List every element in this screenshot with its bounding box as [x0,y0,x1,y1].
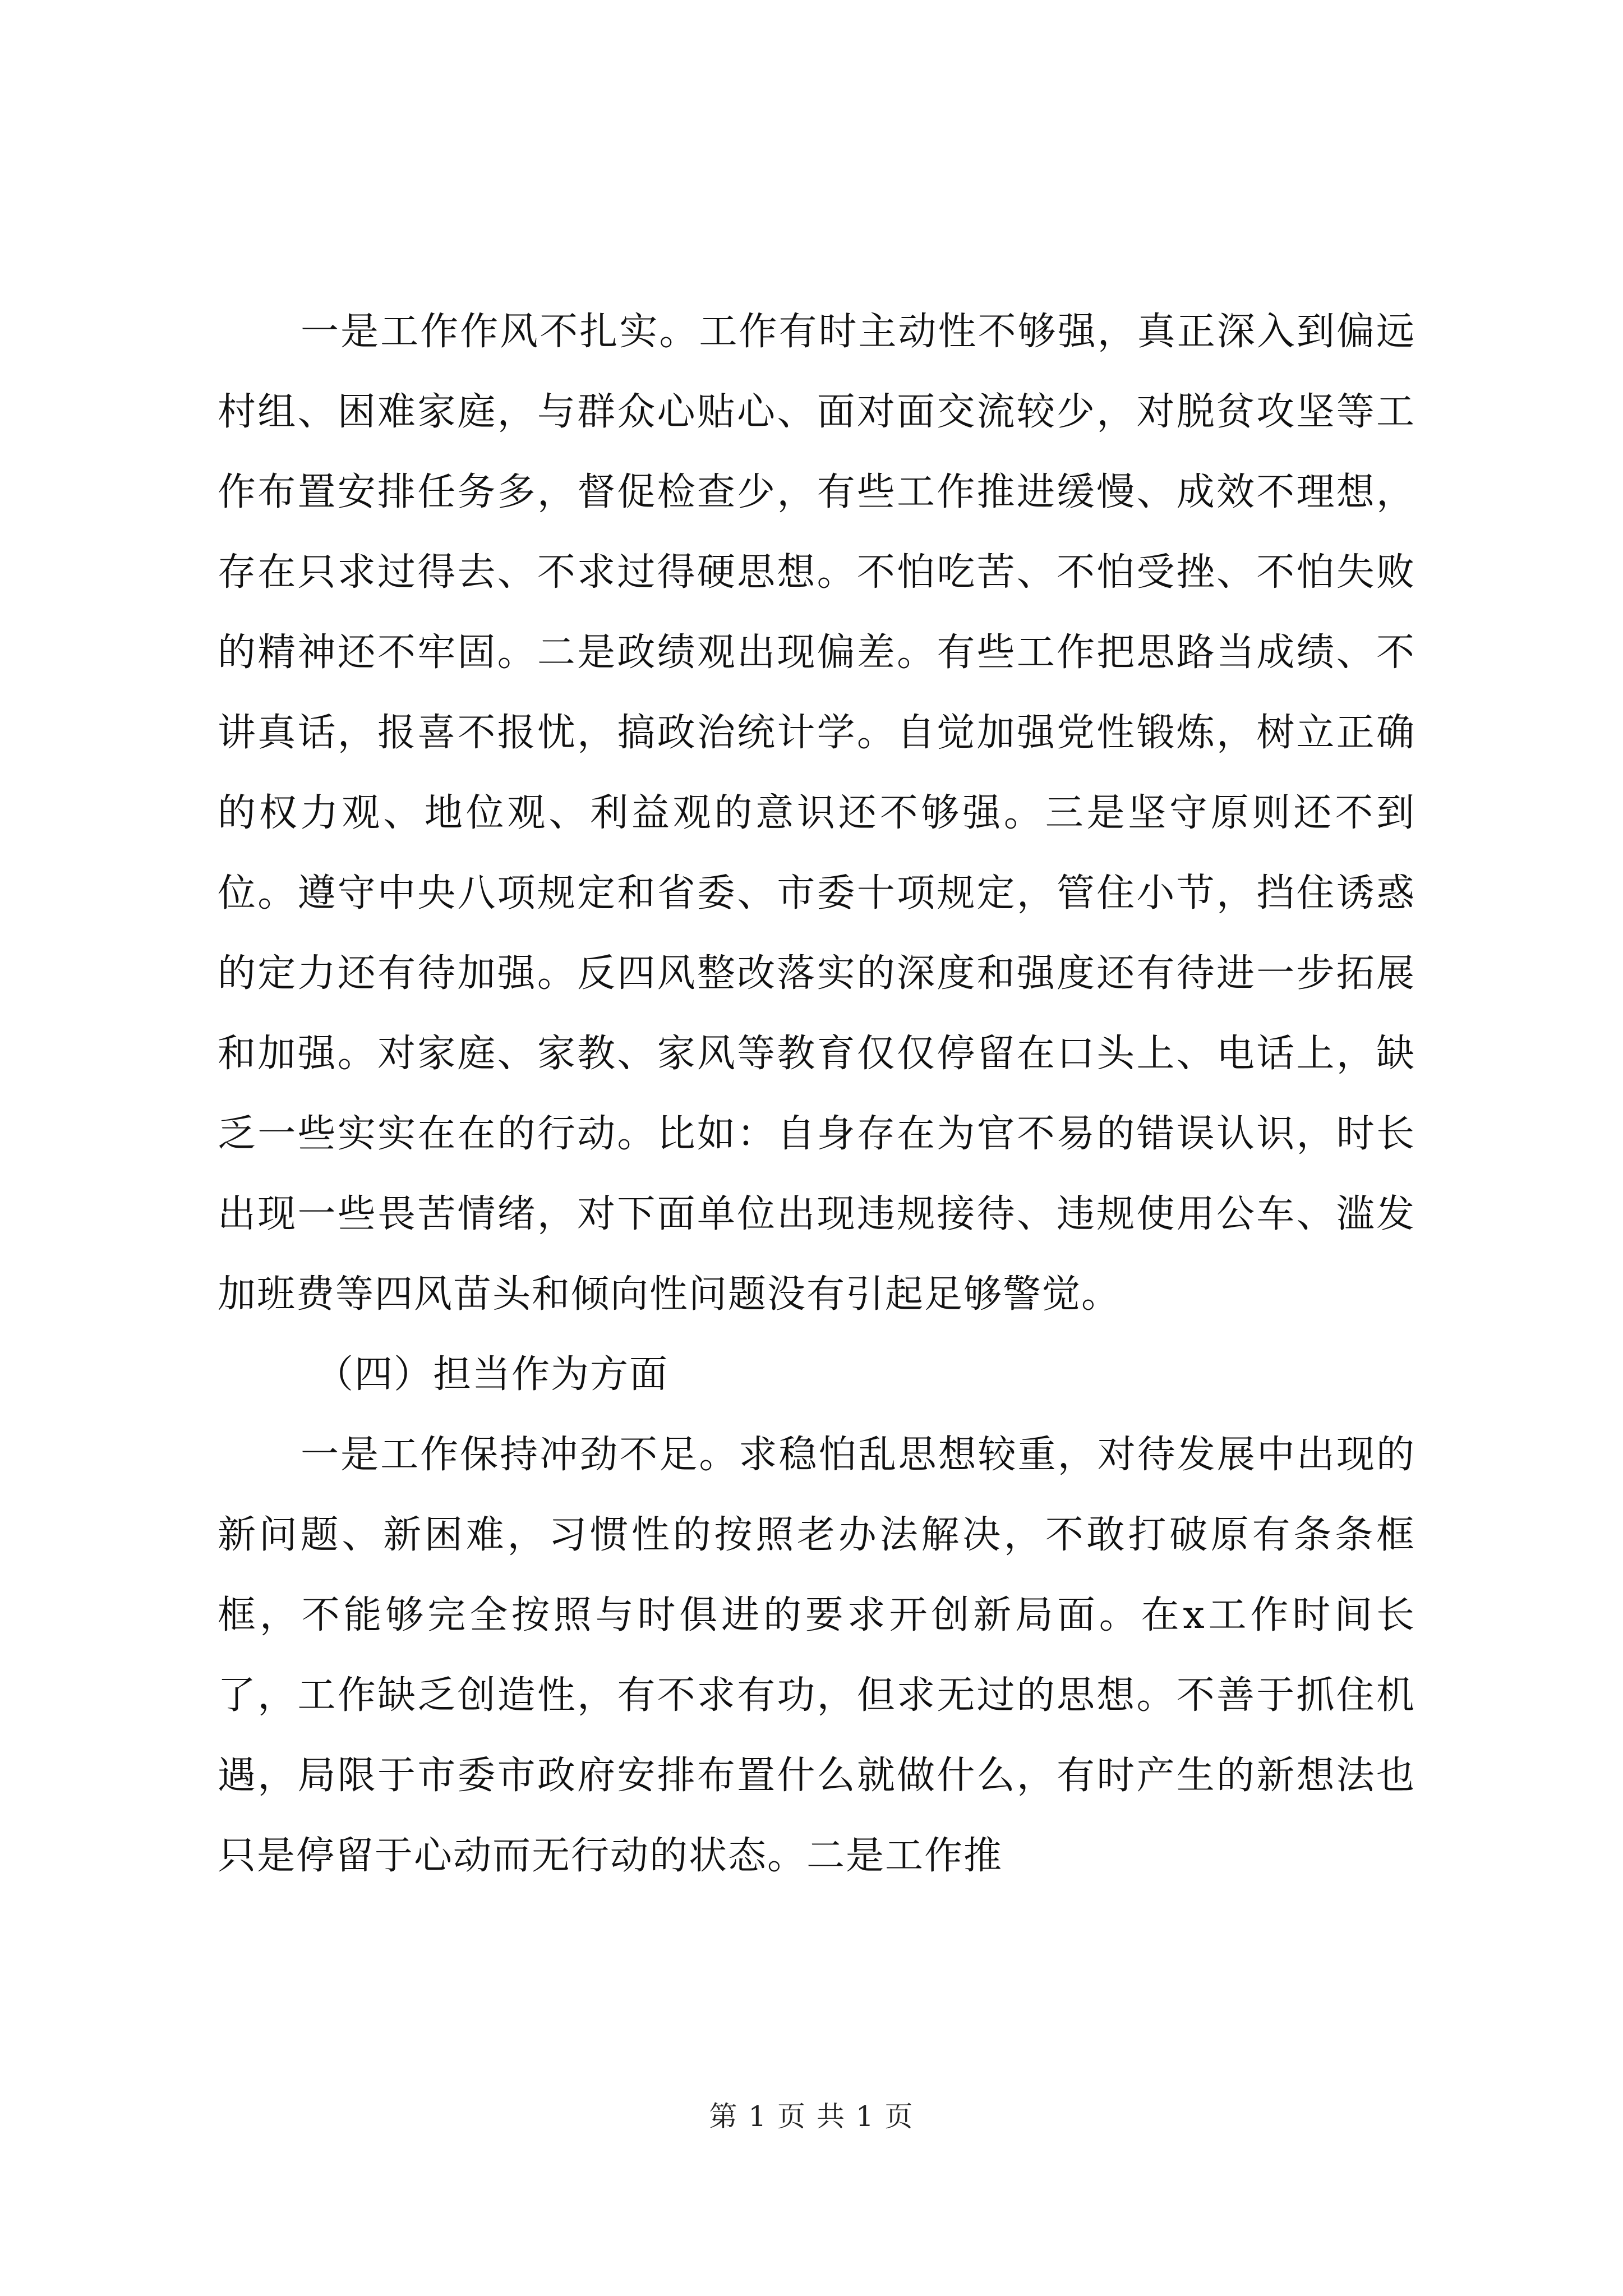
page-footer [0,2097,1623,2136]
page-number-label: 第 1 页 共 1 页 [709,2100,914,2133]
paragraph-responsibility: 一是工作保持冲劲不足。求稳怕乱思想较重，对待发展中出现的新问题、新困难，习惯性的按照老办法解决，不敢打破原有条条框框，不能够完全按照与时俱进的要求开创新局面。在x工作时间长了，工作缺乏创造性，有不求有功，但求无过的思想。不善于抓住机遇，局限于市委市政府安排布置什么就做什么，有时产生的新想法也只是停留于心动而无行动的状态。二是工作推 [218,1433,1415,1878]
section-heading-responsibility: （四）担当作为方面 [315,1352,669,1397]
paragraph-work-style: 一是工作作风不扎实。工作有时主动性不够强，真正深入到偏远村组、困难家庭，与群众心贴心、面对面交流较少，对脱贫攻坚等工作布置安排任务多，督促检查少，有些工作推进缓慢、成效不理想，存在只求过得去、不求过得硬思想。不怕吃苦、不怕受挫、不怕失败的精神还不牢固。二是政绩观出现偏差。有些工作把思路当成绩、不讲真话，报喜不报忧，搞政治统计学。自觉加强党性锻炼，树立正确的权力观、地位观、利益观的意识还不够强。三是坚守原则还不到位。遵守中央八项规定和省委、市委十项规定，管住小节，挡住诱惑的定力还有待加强。反四风整改落实的深度和强度还有待进一步拓展和加强。对家庭、家教、家风等教育仅仅停留在口头上、电话上，缺乏一些实实在在的行动。比如：自身存在为官不易的错误认识，时长出现一些畏苦情绪，对下面单位出现违规接待、违规使用公车、滥发加班费等四风苗头和倾向性问题没有引起足够警觉。 [218,310,1415,1317]
document-body [218,292,1415,1896]
